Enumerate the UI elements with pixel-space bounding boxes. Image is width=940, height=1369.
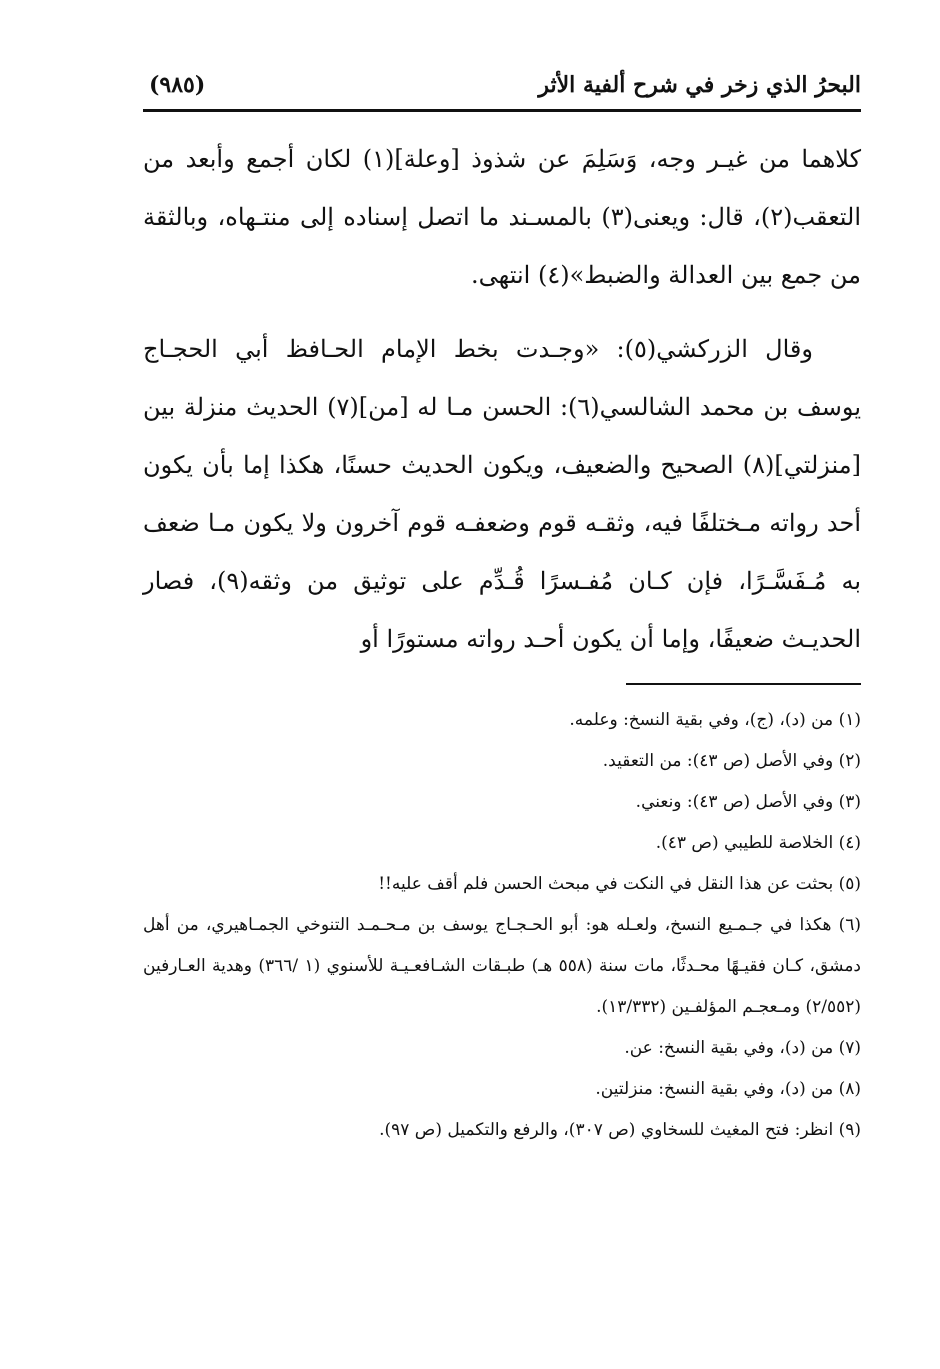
footnote: (٦) هكذا في جـمـيع النسخ، ولعـله هو: أبو الحـجـاج يوسف بن مـحـمـد التنوخي الجمـاهيري، من أهل دمشق، كـان فقيـهًا محـدثًا، مات سنة (٥٥٨ هـ) طبـقات الشـافعـيـة للأسنوي (١ /٣٦٦) وهدية العـارفين (٢/٥٥٢) ومـعجـم المؤلفـين (١٣/٣٣٢).: [143, 915, 862, 1017]
footnote: (٣) وفي الأصل (ص ٤٣): ونعني.: [635, 792, 861, 812]
footnote: (١) من (د)، (ج)، وفي بقية النسخ: وعلمه.: [569, 710, 861, 730]
footnote: (٥) بحثت عن هذا النقل في النكت في مبحث الحسن فلم أقف عليه!!: [378, 874, 861, 894]
footnote: (٧) من (د)، وفي بقية النسخ: عن.: [624, 1038, 861, 1058]
footnote: (٩) انظر: فتح المغيث للسخاوي (ص ٣٠٧)، والرفع والتكميل (ص ٩٧).: [379, 1120, 861, 1140]
footnote: (٨) من (د)، وفي بقية النسخ: منزلتين.: [595, 1079, 861, 1099]
page-number: (٩٨٥): [149, 72, 206, 98]
footnote: (٤) الخلاصة للطيبي (ص ٤٣).: [655, 833, 861, 853]
page-header: [143, 60, 861, 112]
paragraph: وقال الزركشي(٥): «وجـدت بخط الإمام الحـافظ أبي الحجـاج يوسف بن محمد الشالسي(٦): الحسن مـا له [من](٧) الحديث منزلة بين [منزلتي](٨) الصحيح والضعيف، ويكون الحديث حسنًا، هكذا إما بأن يكون أحد رواته مـختلفًا فيه، وثقـه قوم وضعفـه قوم آخرون ولا يكون مـا ضعف به مُـفَسَّـرًا، فإن كـان مُفـسرًا قُـدِّم على توثيق من وثقه(٩)، فصار الحديـث ضعيفًا، وإما أن يكون أحـد رواته مستورًا أو: [143, 335, 861, 653]
header-rule: [143, 109, 861, 112]
main-text: [143, 130, 861, 668]
paragraph: كلاهما من غيـر وجه، وَسَلِمَ عن شذوذ [وعلة](١) لكان أجمع وأبعد من التعقب(٢)، قال: ويعنى(٣) بالمسـند ما اتصل إسناده إلى منتـهاه، وبالثقة من جمع بين العدالة والضبط»(٤) انتهى.: [143, 145, 861, 289]
running-title: البحرُ الذي زخر في شرح ألفية الأثر: [538, 72, 861, 98]
footnote-separator: [626, 683, 861, 685]
footnotes: [143, 700, 861, 1151]
footnote: (٢) وفي الأصل (ص ٤٣): من التعقيد.: [602, 751, 861, 771]
